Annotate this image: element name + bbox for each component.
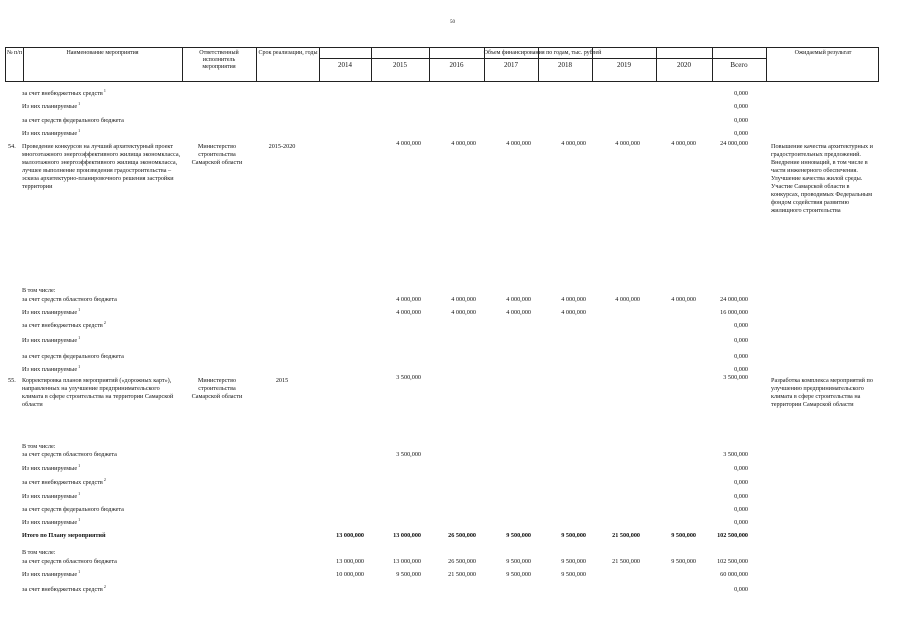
item-name: Проведение конкурсов на лучший архитектурный проект многоэтажного энергоэффективного жилища экономкласса, малоэтажного энергоэффективного жилища экономкласса, лучшее выполнение произведения градостроительства – эскиза архитектурно-планировочного решения застройки территории xyxy=(22,143,181,190)
cell-value: 3 500,000 xyxy=(396,374,421,381)
cell-value: 102 500,000 xyxy=(717,532,748,539)
cell-value: 4 000,000 xyxy=(506,309,531,316)
header-funding: Объем финансирования по годам, тыс. рублей xyxy=(483,50,602,56)
row-label: за счет внебюджетных средств $^2$ xyxy=(22,320,106,329)
footnote-mark: 1 xyxy=(77,569,81,574)
cell-value: 24 000,000 xyxy=(720,296,748,303)
cell-value: 4 000,000 xyxy=(615,296,640,303)
cell-value: 9 500,000 xyxy=(561,558,586,565)
cell-value: 4 000,000 xyxy=(671,140,696,147)
cell-value: 4 000,000 xyxy=(451,309,476,316)
cell-value: 0,000 xyxy=(734,506,748,513)
header-year: 2019 xyxy=(617,61,631,69)
table-row xyxy=(0,493,905,505)
cell-value: 13 000,000 xyxy=(393,558,421,565)
page-number: 50 xyxy=(450,20,455,25)
cell-value: 4 000,000 xyxy=(615,140,640,147)
footnote-mark: 2 xyxy=(102,320,106,325)
cell-value: 4 000,000 xyxy=(506,140,531,147)
item-responsible: Министерство строительства Самарской области xyxy=(191,143,243,166)
footnote-mark: 1 xyxy=(77,491,81,496)
row-label: за счет средств федерального бюджета xyxy=(22,117,124,124)
header-year: 2015 xyxy=(393,61,407,69)
footnote-mark: 1 xyxy=(77,101,81,106)
table-row xyxy=(0,296,905,308)
header-year: Всего xyxy=(730,61,748,69)
table-row xyxy=(0,586,905,598)
cell-value: 4 000,000 xyxy=(451,296,476,303)
row-label: Из них планируемые $^1$ xyxy=(22,517,81,526)
header-responsible: Ответственный исполнитель мероприятия xyxy=(199,50,239,70)
table-row xyxy=(0,558,905,570)
item-number: 54. xyxy=(8,143,16,150)
footnote-mark: 1 xyxy=(77,128,81,133)
row-label: за счет средств областного бюджета xyxy=(22,296,117,303)
item-term: 2015-2020 xyxy=(268,143,296,150)
row-label: Из них планируемые $^1$ xyxy=(22,128,81,137)
cell-value: 0,000 xyxy=(734,366,748,373)
cell-value: 3 500,000 xyxy=(396,451,421,458)
table-row xyxy=(0,322,905,334)
table-row xyxy=(0,479,905,491)
row-label: Из них планируемые $^1$ xyxy=(22,101,81,110)
cell-value: 0,000 xyxy=(734,353,748,360)
header-term: Срок реализации, годы xyxy=(258,50,318,56)
item-number: 55. xyxy=(8,377,16,384)
cell-value: 13 000,000 xyxy=(336,558,364,565)
cell-value: 9 500,000 xyxy=(671,558,696,565)
cell-value: 0,000 xyxy=(734,586,748,593)
footnote-mark: 1 xyxy=(102,88,106,93)
header-year: 2014 xyxy=(338,61,352,69)
cell-value: 26 500,000 xyxy=(448,532,476,539)
table-row xyxy=(0,571,905,583)
row-label: за счет средств федерального бюджета xyxy=(22,353,124,360)
table-row xyxy=(0,117,905,129)
cell-value: 0,000 xyxy=(734,103,748,110)
table-header xyxy=(5,47,879,82)
cell-value: 16 000,000 xyxy=(720,309,748,316)
cell-value: 3 500,000 xyxy=(723,451,748,458)
cell-value: 0,000 xyxy=(734,493,748,500)
row-label: Из них планируемые $^1$ xyxy=(22,307,81,316)
row-label: за счет внебюджетных средств $^2$ xyxy=(22,584,106,593)
cell-value: 9 500,000 xyxy=(561,532,586,539)
row-label: за счет средств областного бюджета xyxy=(22,558,117,565)
cell-value: 0,000 xyxy=(734,479,748,486)
header-year: 2020 xyxy=(677,61,691,69)
cell-value: 60 000,000 xyxy=(720,571,748,578)
row-label: Из них планируемые $^1$ xyxy=(22,569,81,578)
cell-value: 21 500,000 xyxy=(612,532,640,539)
footnote-mark: 1 xyxy=(77,364,81,369)
footnote-mark: 1 xyxy=(77,335,81,340)
item-term: 2015 xyxy=(275,377,289,384)
cell-value: 13 000,000 xyxy=(393,532,421,539)
row-label: Из них планируемые $^1$ xyxy=(22,463,81,472)
row-label: за счет средств областного бюджета xyxy=(22,451,117,458)
item-name: Корректировка планов мероприятий («дорожных карт»), направленных на улучшение предпринимательского климата в сфере строительства на территории Самарской области xyxy=(22,377,174,408)
table-row xyxy=(0,90,905,102)
cell-value: 9 500,000 xyxy=(671,532,696,539)
table-row xyxy=(0,103,905,115)
cell-value: 4 000,000 xyxy=(561,140,586,147)
footnote-mark: 1 xyxy=(77,463,81,468)
cell-value: 10 000,000 xyxy=(336,571,364,578)
cell-value: 21 500,000 xyxy=(448,571,476,578)
cell-value: 4 000,000 xyxy=(451,140,476,147)
table-row xyxy=(0,465,905,477)
cell-value: 9 500,000 xyxy=(506,571,531,578)
cell-value: 0,000 xyxy=(734,465,748,472)
table-row xyxy=(0,451,905,463)
table-row xyxy=(0,519,905,531)
row-label: Из них планируемые $^1$ xyxy=(22,335,81,344)
header-result: Ожидаемый результат xyxy=(794,50,852,56)
cell-value: 21 500,000 xyxy=(612,558,640,565)
table-row xyxy=(0,353,905,365)
cell-value: 13 000,000 xyxy=(336,532,364,539)
footnote-mark: 1 xyxy=(77,517,81,522)
cell-value: 102 500,000 xyxy=(717,558,748,565)
cell-value: 0,000 xyxy=(734,117,748,124)
table-row xyxy=(0,506,905,518)
row-label: В том числе: xyxy=(22,549,56,556)
cell-value: 4 000,000 xyxy=(561,309,586,316)
row-label: за счет внебюджетных средств $^2$ xyxy=(22,477,106,486)
cell-value: 4 000,000 xyxy=(396,296,421,303)
row-label: Из них планируемые $^1$ xyxy=(22,491,81,500)
row-label: В том числе: xyxy=(22,287,56,294)
header-name: Наименование мероприятия xyxy=(66,50,139,56)
footnote-mark: 2 xyxy=(102,584,106,589)
cell-value: 0,000 xyxy=(734,337,748,344)
cell-value: 3 500,000 xyxy=(723,374,748,381)
cell-value: 9 500,000 xyxy=(396,571,421,578)
footnote-mark: 1 xyxy=(77,307,81,312)
cell-value: 9 500,000 xyxy=(561,571,586,578)
cell-value: 4 000,000 xyxy=(396,309,421,316)
row-label: В том числе: xyxy=(22,443,56,450)
cell-value: 4 000,000 xyxy=(561,296,586,303)
header-year: 2016 xyxy=(449,61,464,69)
item-responsible: Министерство строительства Самарской области xyxy=(191,377,243,400)
cell-value: 0,000 xyxy=(734,519,748,526)
header-year: 2017 xyxy=(504,61,518,69)
cell-value: 9 500,000 xyxy=(506,532,531,539)
row-label: за счет внебюджетных средств $^1$ xyxy=(22,88,106,97)
table-row xyxy=(0,532,905,544)
cell-value: 0,000 xyxy=(734,90,748,97)
row-label: Итого по Плану мероприятий xyxy=(22,532,106,539)
cell-value: 0,000 xyxy=(734,130,748,137)
cell-value: 4 000,000 xyxy=(671,296,696,303)
item-result: Разработка комплекса мероприятий по улучшению предпринимательского климата в сфере строительства на территории Самарской области xyxy=(771,377,873,408)
cell-value: 4 000,000 xyxy=(506,296,531,303)
item-result: Повышение качества архитектурных и градостроительных предложений. Внедрение инноваций, в том числе в части инженерного обеспечения. Улучшение качества жилой среды. Участие Самарской области в конкурсах, проводимых Федеральным фондом содействия развитию жилищного строительства xyxy=(771,143,873,214)
table-row xyxy=(0,337,905,349)
row-label: Из них планируемые $^1$ xyxy=(22,364,81,373)
header-num: № п/п xyxy=(6,50,23,56)
row-label: за счет средств федерального бюджета xyxy=(22,506,124,513)
cell-value: 26 500,000 xyxy=(448,558,476,565)
table-row xyxy=(0,309,905,321)
header-year: 2018 xyxy=(558,61,572,69)
cell-value: 24 000,000 xyxy=(720,140,748,147)
cell-value: 4 000,000 xyxy=(396,140,421,147)
footnote-mark: 2 xyxy=(102,477,106,482)
cell-value: 0,000 xyxy=(734,322,748,329)
cell-value: 9 500,000 xyxy=(506,558,531,565)
